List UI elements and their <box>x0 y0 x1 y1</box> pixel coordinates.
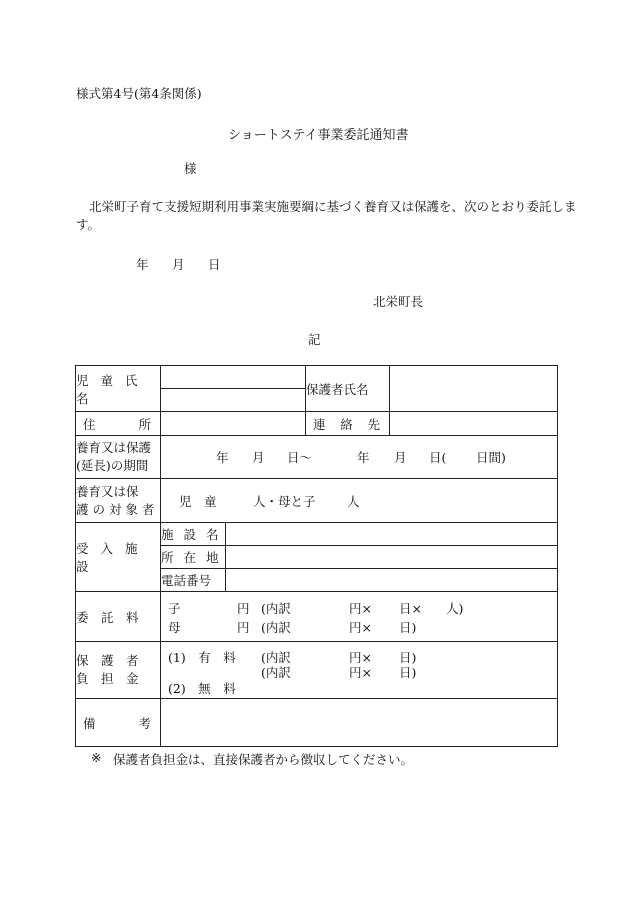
child-name-label: 児 童 氏 名 <box>76 366 161 412</box>
date-month: 月 <box>172 257 185 272</box>
fee-label: 委 託 料 <box>76 592 161 642</box>
document-title: ショートステイ事業委託通知書 <box>228 128 409 143</box>
issuer: 北栄町長 <box>373 294 424 309</box>
child-name-field-1[interactable] <box>161 366 306 389</box>
notice-table <box>75 365 558 747</box>
form-number: 様式第4号(第4条関係) <box>76 86 202 101</box>
address-field[interactable] <box>161 412 306 436</box>
child-name-field-2[interactable] <box>161 389 306 412</box>
fee-field[interactable]: 子 円 (内訳 円× 日× 人) 母 円 (内訳 円× 日) <box>161 592 558 642</box>
guardian-name-field[interactable] <box>390 366 558 412</box>
remarks-label: 備 考 <box>76 699 161 747</box>
addressee-suffix: 様 <box>184 161 197 176</box>
body-text-line1: 北栄町子育て支援短期利用事業実施要綱に基づく養育又は保護を、次のとおり委託しま <box>89 199 577 214</box>
facility-name-label: 施 設 名 <box>161 523 226 546</box>
remarks-field[interactable] <box>161 699 558 747</box>
guardian-burden-label: 保 護 者 負 担 金 <box>76 642 161 699</box>
record-heading: 記 <box>308 332 321 347</box>
facility-location-field[interactable] <box>226 546 558 569</box>
facility-phone-field[interactable] <box>226 569 558 592</box>
facility-phone-label: 電話番号 <box>161 569 226 592</box>
guardian-name-label: 保護者氏名 <box>306 366 390 412</box>
facility-name-field[interactable] <box>226 523 558 546</box>
period-field[interactable]: 年 月 日〜 年 月 日( 日間) <box>161 436 558 479</box>
footnote-mark: ※ <box>91 750 102 765</box>
guardian-burden-field[interactable]: (1) 有 料 (内訳 円× 日) (内訳 円× 日) (2) 無 料 <box>161 642 558 699</box>
facility-location-label: 所 在 地 <box>161 546 226 569</box>
contact-label: 連 絡 先 <box>306 412 390 436</box>
contact-field[interactable] <box>390 412 558 436</box>
target-field[interactable]: 児 童 人・母と子 人 <box>161 479 558 523</box>
target-label: 養育又は保 護 の 対 象 者 <box>76 479 161 523</box>
facility-label: 受 入 施 設 <box>76 523 161 592</box>
date-year: 年 <box>136 257 149 272</box>
body-text-line2: す。 <box>76 217 101 232</box>
address-label: 住 所 <box>76 412 161 436</box>
footnote: 保護者負担金は、直接保護者から徴収してください。 <box>113 752 414 767</box>
date-day: 日 <box>208 257 221 272</box>
period-label: 養育又は保護 (延長)の期間 <box>76 436 161 479</box>
